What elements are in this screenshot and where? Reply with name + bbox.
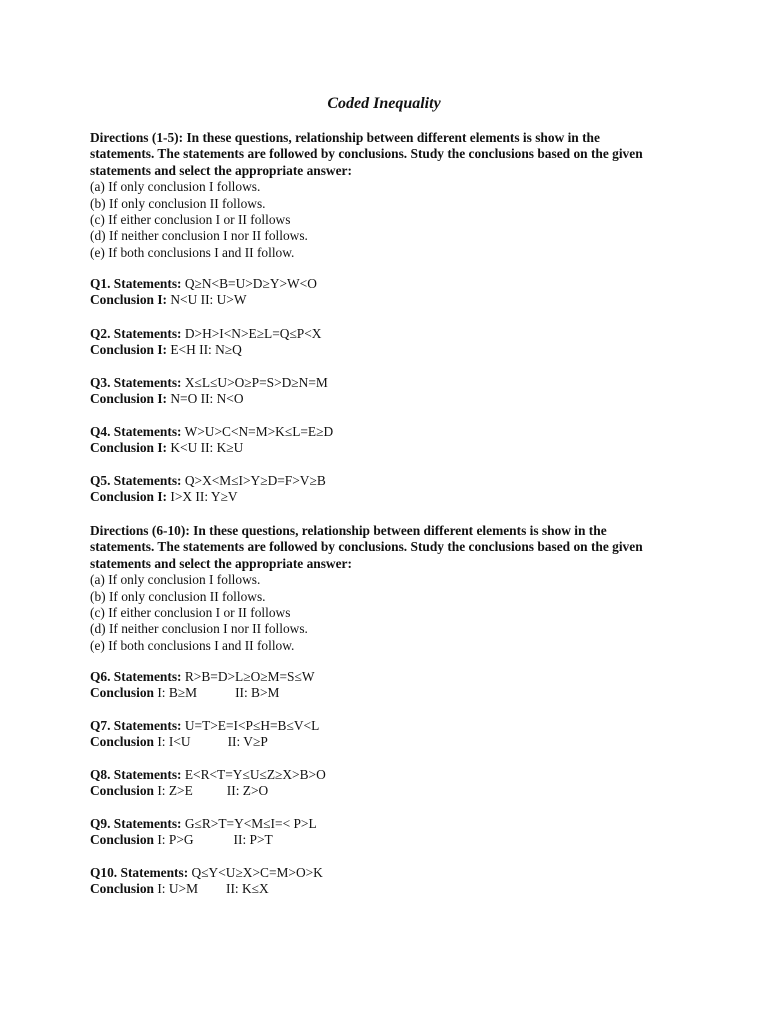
- option-c: (c) If either conclusion I or II follows: [90, 605, 291, 621]
- conclusion-2: II: Y≥V: [192, 489, 238, 505]
- statement-line: [90, 865, 680, 881]
- conclusion-2: II: K≥U: [197, 440, 244, 456]
- directions-line: statements and select the appropriate answer:: [90, 162, 352, 178]
- conclusion-2: II: N≥Q: [195, 342, 242, 358]
- conclusion-label: Conclusion I:: [90, 292, 168, 308]
- question-6: [90, 669, 680, 702]
- statement-text: G≤R>T=Y<M≤I=< P>L: [181, 816, 317, 831]
- question-1: [90, 276, 680, 309]
- conclusion-line: [90, 489, 680, 505]
- conclusion-line: [90, 783, 680, 799]
- conclusion-label: Conclusion I:: [90, 391, 168, 407]
- question-label: Q7. Statements:: [90, 718, 182, 733]
- option-b: (b) If only conclusion II follows.: [90, 588, 266, 604]
- directions-line: statements. The statements are followed by conclusions. Study the conclusions based on the given: [90, 146, 643, 162]
- statement-line: [90, 375, 680, 391]
- conclusion-line: [90, 734, 680, 750]
- question-label: Q8. Statements:: [90, 767, 182, 782]
- conclusion-line: [90, 832, 680, 848]
- conclusion-2: II: K≤X: [226, 881, 269, 897]
- question-label: Q10. Statements:: [90, 865, 189, 880]
- conclusion-label: Conclusion: [90, 881, 154, 897]
- conclusion-1: I>X: [167, 489, 193, 505]
- statement-text: W>U>C<N=M>K≤L=E≥D: [181, 424, 334, 439]
- question-label: Q6. Statements:: [90, 669, 182, 684]
- conclusion-1: E<H: [167, 342, 196, 358]
- conclusion-line: [90, 685, 680, 701]
- statement-line: [90, 473, 680, 489]
- conclusion-1: I: B≥M: [154, 685, 198, 701]
- option-a: (a) If only conclusion I follows.: [90, 572, 261, 588]
- option-b: (b) If only conclusion II follows.: [90, 195, 266, 211]
- question-2: [90, 326, 680, 359]
- conclusion-line: [90, 440, 680, 456]
- conclusion-1: I: P>G: [154, 832, 194, 848]
- statement-text: Q≥N<B=U>D≥Y>W<O: [181, 276, 317, 291]
- statement-text: Q≤Y<U≥X>C=M>O>K: [188, 865, 323, 880]
- option-a: (a) If only conclusion I follows.: [90, 179, 261, 195]
- conclusion-2: II: Z>O: [226, 783, 269, 799]
- statement-line: [90, 718, 680, 734]
- conclusion-2: II: B>M: [235, 685, 280, 701]
- statement-text: E<R<T=Y≤U≤Z≥X>B>O: [181, 767, 326, 782]
- statement-line: [90, 424, 680, 440]
- question-3: [90, 375, 680, 408]
- question-8: [90, 767, 680, 800]
- directions-text: In these questions, relationship between different elements is show in the: [183, 130, 600, 145]
- conclusion-1: N<U: [167, 292, 198, 308]
- directions-line: [90, 130, 680, 146]
- question-label: Q4. Statements:: [90, 424, 182, 439]
- statement-line: [90, 767, 680, 783]
- conclusion-line: [90, 292, 680, 308]
- conclusion-line: [90, 881, 680, 897]
- question-label: Q2. Statements:: [90, 326, 182, 341]
- question-label: Q5. Statements:: [90, 473, 182, 488]
- conclusion-label: Conclusion: [90, 685, 154, 701]
- statement-text: U=T>E=I<P≤H=B≤V<L: [181, 718, 320, 733]
- statement-text: Q>X<M≤I>Y≥D=F>V≥B: [181, 473, 326, 488]
- directions-line: statements and select the appropriate answer:: [90, 555, 352, 571]
- directions-line: statements. The statements are followed by conclusions. Study the conclusions based on the given: [90, 539, 643, 555]
- conclusion-label: Conclusion: [90, 734, 154, 750]
- directions-block-2: [90, 523, 680, 654]
- question-4: [90, 424, 680, 457]
- option-e: (e) If both conclusions I and II follow.: [90, 244, 295, 260]
- conclusion-1: K<U: [167, 440, 198, 456]
- directions-line: [90, 523, 680, 539]
- question-5: [90, 473, 680, 506]
- conclusion-label: Conclusion: [90, 832, 154, 848]
- statement-text: X≤L≤U>O≥P=S>D≥N=M: [181, 375, 328, 390]
- conclusion-2: II: U>W: [197, 292, 247, 308]
- conclusion-line: [90, 342, 680, 358]
- question-10: [90, 865, 680, 898]
- statement-line: [90, 816, 680, 832]
- question-7: [90, 718, 680, 751]
- conclusion-line: [90, 391, 680, 407]
- option-e: (e) If both conclusions I and II follow.: [90, 637, 295, 653]
- option-d: (d) If neither conclusion I nor II follows.: [90, 621, 308, 637]
- conclusion-label: Conclusion I:: [90, 342, 168, 358]
- option-c: (c) If either conclusion I or II follows: [90, 212, 291, 228]
- option-d: (d) If neither conclusion I nor II follows.: [90, 228, 308, 244]
- conclusion-2: II: P>T: [233, 832, 273, 848]
- statement-line: [90, 326, 680, 342]
- statement-line: [90, 669, 680, 685]
- statement-line: [90, 276, 680, 292]
- directions-text: In these questions, relationship between different elements is show in the: [189, 523, 607, 538]
- conclusion-1: I: U>M: [154, 881, 199, 897]
- conclusion-label: Conclusion: [90, 783, 154, 799]
- conclusion-1: I: Z>E: [154, 783, 193, 799]
- conclusion-1: N=O: [167, 391, 198, 407]
- question-label: Q1. Statements:: [90, 276, 182, 291]
- statement-text: D>H>I<N>E≥L=Q≤P<X: [181, 326, 322, 341]
- directions-heading: Directions (1-5):: [90, 130, 184, 145]
- conclusion-2: II: V≥P: [227, 734, 268, 750]
- question-label: Q9. Statements:: [90, 816, 182, 831]
- conclusion-label: Conclusion I:: [90, 440, 168, 456]
- directions-block-1: [90, 130, 680, 261]
- question-9: [90, 816, 680, 849]
- page-title: Coded Inequality: [327, 95, 441, 112]
- directions-heading: Directions (6-10):: [90, 523, 190, 538]
- statement-text: R>B=D>L≥O≥M=S≤W: [181, 669, 315, 684]
- question-label: Q3. Statements:: [90, 375, 182, 390]
- conclusion-label: Conclusion I:: [90, 489, 168, 505]
- conclusion-1: I: I<U: [154, 734, 191, 750]
- conclusion-2: II: N<O: [197, 391, 244, 407]
